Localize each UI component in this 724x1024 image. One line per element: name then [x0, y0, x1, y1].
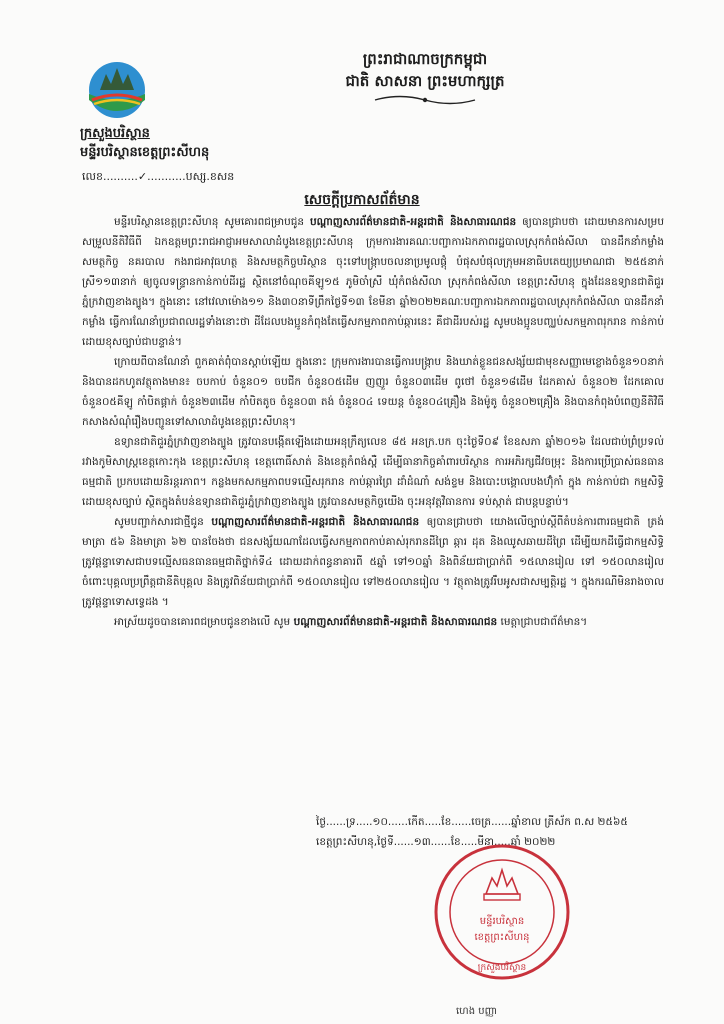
reference-number: លេខ..........✓...........បស្ស.ខសន	[82, 170, 235, 183]
seal-ring-text: ក្រសួងបរិស្ថាន	[477, 963, 527, 973]
paragraph-5: អាស្រ័យដូចបានគោរពជម្រាបជូនខាងលើ សូម បណ្តាញសារព័ត៌មានជាតិ-អន្តរជាតិ និងសាធារណជន មេត្តាជ្រាបជាព័ត៌មាន។	[114, 616, 588, 628]
national-motto: ជាតិ សាសនា ព្រះមហាក្សត្រ	[345, 72, 505, 90]
signature: ហេង បញ្ញា	[456, 1006, 498, 1017]
ministry-name: ក្រសួងបរិស្ថាន	[80, 126, 150, 141]
paragraph-4: សូមបញ្ជាក់សារជាថ្មីជូន បណ្តាញសារព័ត៌មានជាតិ-អន្តរជាតិ និងសាធារណជន ឲ្យបានជ្រាបថា យោងលើច្បាប់ស្តីពីតំបន់ការពារធម្មជាតិ ត្រង់មាត្រា ៥៦ និងមាត្រា ៦២ បានចែងថា ជនសង្ស័យណាដែលធ្វើសកម្មភាពកាប់គាស់រុករានដីព្រៃ ឆ្ការ ដុត និងឈូសឆាយដីព្រៃ ដើម្បីយកដីធ្វើជាកម្មសិទ្ធិ ត្រូវផ្តន្ទាទោសជាបទល្មើសធនធានធម្មជាតិថ្នាក់ទី៤ ដោយដាក់ពន្ធនាគារពី ៥ឆ្នាំ ទៅ១០ឆ្នាំ និងពិន័យជាប្រាក់ពី ១៥លានរៀល ទៅ ១៥០លានរៀល ចំពោះបុគ្គលប្រព្រឹត្តជានីតិបុគ្គល និងត្រូវពិន័យជាប្រាក់ពី ១៥០លានរៀល ទៅ២៥០លានរៀល ។ វត្ថុតាងត្រូវរឹបអូសជាសម្បត្តិរដ្ឋ ។ ក្នុងករណីមិនរាងចាល ត្រូវផ្តន្ទាទោសទ្វេដង ។	[82, 516, 664, 608]
seal-text-bottom: ខេត្តព្រះសីហនុ	[474, 932, 530, 943]
paragraph-2: ក្រោយពីបានណែនាំ ពួកគាត់ពុំបានស្តាប់ឡើយ ក្នុងនោះ ក្រុមការងារបានធ្វើការបង្ក្រាប និងឃាត់ខ្លួនជនសង្ស័យជាមុខសញ្ញាមេខ្លោងចំនួន១០នាក់ និងបានដកហូតវត្ថុតាងមាន៖ ចបកាប់ ចំនួន០១ ចបជីក ចំនួន០៥ដើម ញញួរ ចំនួន០៣ដើម ពូថៅ ចំនួន១៨ដើម ដែកគាស់ ចំនួន០២ ដែកគោល ចំនួន០៥គីឡូ កាំបិតផ្គាក់ ចំនួន២៣ដើម កាំបិតតូច ចំនួន០៣ តង់ ចំនួន០៤ ទេយន្ត ចំនួន០៤គ្រឿង និងម៉ូតូ ចំនួន០២គ្រឿង និងបានកំពុងបំពេញនីតិវិធីកសាងសំណុំរឿងបញ្ជូនទៅសាលាដំបូងខេត្តព្រះសីហនុ។	[82, 356, 664, 428]
official-seal-icon	[432, 842, 572, 982]
department-name: មន្ទីរបរិស្ថានខេត្តព្រះសីហនុ	[80, 145, 210, 160]
ministry-logo-icon	[84, 60, 150, 120]
national-header	[300, 48, 550, 107]
seal-text-top: មន្ទីរបរិស្ថាន	[479, 916, 525, 927]
announcement-body	[82, 212, 664, 632]
page-title: សេចក្តីប្រកាសព័ត៌មាន	[304, 192, 420, 208]
solar-date: ខេត្តព្រះសីហនុ,ថ្ងៃទី......១៣......ខែ.....មីនា.....ឆ្នាំ ២០២២	[316, 836, 556, 848]
lunar-date: ថ្ងៃ......ទ្រ.....១០......កើត.....ខែ......ចេត្រ......ឆ្នាំខាល ត្រីស័ក ព.ស ២៥៦៥	[316, 816, 628, 828]
paragraph-3: ឧទ្យានជាតិជួរភ្នំក្រវាញខាងត្បូង ត្រូវបានបង្កើតឡើងដោយអនុក្រឹត្យលេខ ៨៥ អនក្រ.បក ចុះថ្ងៃទី០៩ ខែឧសភា ឆ្នាំ២០១៦ ដែលជាប់ព្រំប្រទល់រវាងកូមិសាស្ត្រខេត្តកោះកុង ខេត្តព្រះសីហនុ ខេត្តពោធិ៍សាត់ និងខេត្តកំពង់ស្ពឺ ដើម្បីធានាកិច្ចគាំពារបរិស្ថាន ការអភិរក្សជីវចម្រុះ និងការប្រើប្រាស់ធនធានធម្មជាតិ ប្រកបដោយនិរន្តរភាព។ កន្លងមកសកម្មភាពបទល្មើសរុករាន កាប់ឆ្ការព្រៃ ដាំដំណាំ សង់ខ្ទម និងបោះបង្គោលបងហ៊ុំកាំ ក្នុង កាន់កាប់ជា កម្មសិទ្ធិ ដោយខុសច្បាប់ ស្ថិតក្នុងតំបន់ឧទ្យានជាតិជួរភ្នំក្រវាញខាងត្បូង ត្រូវបានសមត្ថកិច្ចយើង ចុះអនុវត្តវិធានការ ទប់ស្កាត់ ជាបន្តបន្ទាប់។	[82, 436, 664, 508]
ministry-block	[80, 124, 209, 162]
paragraph-1: មន្ទីរបរិស្ថានខេត្តព្រះសីហនុ សូមគោរពជម្រាបជូន បណ្តាញសារព័ត៌មានជាតិ-អន្តរជាតិ និងសាធារណជន ឲ្យបានជ្រាបថា ដោយមានការសម្របសម្រួលនីតិវិធីពី ឯកឧត្តមព្រះរាជអាជ្ញាអមសាលាដំបូងខេត្តព្រះសីហនុ ក្រុមការងារគណៈបញ្ជាការឯកភាពរដ្ឋបាលស្រុកកំពង់សីលា បានដឹកនាំកម្លាំងសមត្ថកិច្ច នគរបាល កងរាជអាវុធហត្ថ និងសមត្ថកិច្ចបរិស្ថាន ចុះទៅបង្ក្រាបចលនាប្រមូលផ្តុំ បំផុសបំផុលក្រុមអនាធិបតេយ្យប្រមាណជា ២៥៥នាក់ ស្រី១១៣នាក់ ឲ្យចូលទន្ទ្រានកាន់កាប់ដីរដ្ឋ ស្ថិតនៅចំណុចគីឡូ១៥ ភូមិចាំស្រី ឃុំកំពង់សីលា ស្រុកកំពង់សីលា ខេត្តព្រះសីហនុ ក្នុងដែនឧទ្យានជាតិជួរភ្នំក្រវាញខាងត្បូង។ ក្នុងនោះ នៅវេលាម៉ោង១១ និង៣០នាទីព្រឹកថ្ងៃទី១៣ ខែមីនា ឆ្នាំ២០២២គណៈបញ្ជាការឯកភាពរដ្ឋបាលស្រុកកំពង់សីលា បានដឹកនាំកម្លាំង ធ្វើការណែនាំប្រជាពលរដ្ឋទាំងនោះថា ដីដែលបងប្អូនកំពុងតែធ្វើសកម្មភាពកាប់ឆ្ការនេះ គឺជាដីរបស់រដ្ឋ សូមបងប្អូនបញ្ឈប់សកម្មភាពរុករាន កាន់កាប់ដោយខុសច្បាប់ជាបន្ទាន់។	[82, 216, 665, 348]
kingdom-title: ព្រះរាជាណាចក្រកម្ពុជា	[362, 50, 488, 68]
ornament-divider-icon	[370, 93, 480, 107]
